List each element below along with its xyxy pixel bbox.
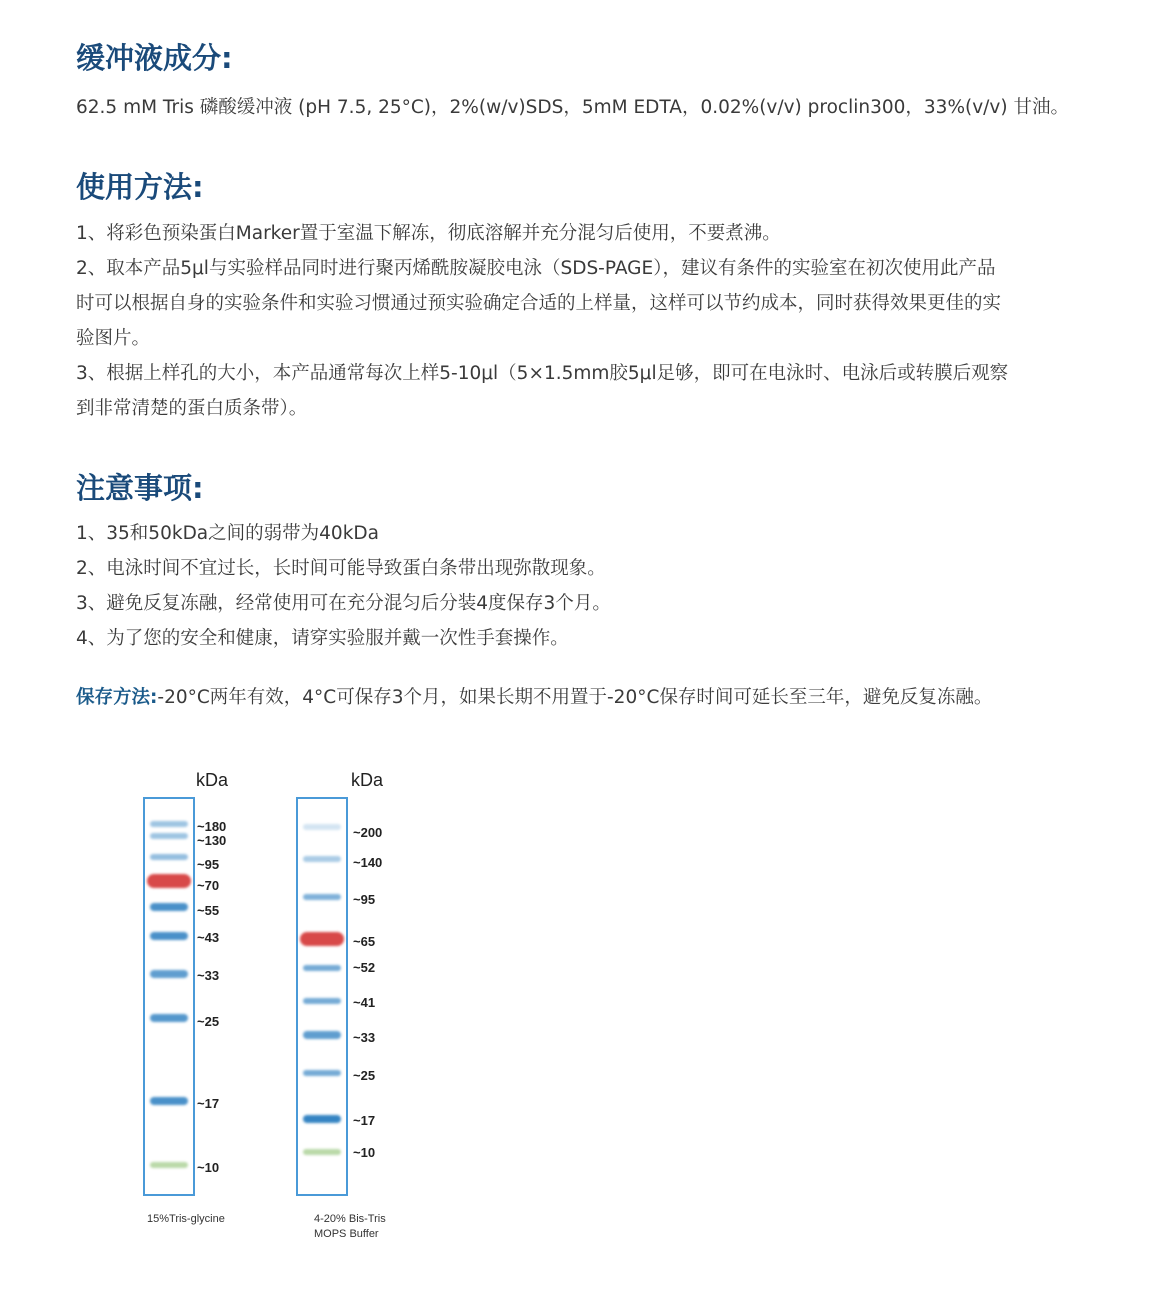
marker-label: ~52	[353, 960, 376, 975]
marker-label: ~17	[353, 1113, 376, 1128]
marker-label: ~70	[197, 878, 220, 893]
marker-band	[150, 854, 188, 860]
marker-label: ~200	[353, 825, 383, 840]
marker-label: ~33	[197, 968, 220, 983]
buffer-composition-text: 62.5 mM Tris 磷酸缓冲液 (pH 7.5, 25°C)，2%(w/v)SDS，5mM EDTA，0.02%(v/v) proclin300，33%(v/v) 甘油。	[76, 97, 1069, 118]
marker-band	[303, 1115, 341, 1123]
marker-band	[303, 1031, 341, 1039]
marker-label: ~65	[353, 934, 376, 949]
marker-band	[150, 833, 188, 839]
marker-band	[303, 856, 341, 862]
usage-line: 时可以根据自身的实验条件和实验习惯通过预实验确定合适的上样量，这样可以节约成本，同时获得效果更佳的实	[76, 293, 1002, 314]
marker-band	[150, 1014, 188, 1022]
marker-band	[150, 970, 188, 978]
marker-label: ~17	[197, 1096, 220, 1111]
marker-band	[303, 1149, 341, 1155]
storage-paragraph	[76, 683, 992, 709]
notes-line: 4、为了您的安全和健康，请穿实验服并戴一次性手套操作。	[76, 628, 569, 649]
marker-band	[147, 874, 191, 888]
marker-band	[150, 903, 188, 911]
notes-section-title: 注意事项:	[76, 471, 204, 505]
gel-unit-label: kDa	[196, 770, 229, 790]
marker-label: ~10	[197, 1160, 220, 1175]
marker-label: ~180	[197, 819, 227, 834]
gel-lane-2	[297, 770, 386, 1240]
storage-text: -20°C两年有效，4°C可保存3个月，如果长期不用置于-20°C保存时间可延长至三年，避免反复冻融。	[157, 687, 993, 708]
gel-caption: MOPS Buffer	[314, 1228, 379, 1240]
marker-label: ~130	[197, 833, 227, 848]
usage-line: 3、根据上样孔的大小，本产品通常每次上样5-10μl（5×1.5mm胶5μl足够，即可在电泳时、电泳后或转膜后观察	[76, 363, 1009, 384]
gel-caption: 15%Tris-glycine	[147, 1213, 225, 1225]
marker-label: ~43	[197, 930, 220, 945]
storage-label: 保存方法:	[76, 687, 158, 708]
notes-line: 3、避免反复冻融，经常使用可在充分混匀后分装4度保存3个月。	[76, 593, 611, 614]
buffer-section-title: 缓冲液成分:	[76, 41, 233, 75]
gel-lane-1	[144, 770, 229, 1225]
marker-label: ~10	[353, 1145, 376, 1160]
marker-band	[150, 821, 188, 827]
marker-label: ~95	[353, 892, 376, 907]
usage-line: 2、取本产品5μl与实验样品同时进行聚丙烯酰胺凝胶电泳（SDS-PAGE），建议有条件的实验室在初次使用此产品	[76, 258, 996, 279]
marker-band	[150, 1097, 188, 1105]
notes-line: 1、35和50kDa之间的弱带为40kDa	[76, 523, 379, 544]
marker-label: ~25	[197, 1014, 220, 1029]
marker-label: ~33	[353, 1030, 376, 1045]
notes-line: 2、电泳时间不宜过长，长时间可能导致蛋白条带出现弥散现象。	[76, 558, 606, 579]
usage-line: 到非常清楚的蛋白质条带）。	[76, 398, 308, 419]
marker-band	[150, 932, 188, 940]
marker-band	[303, 998, 341, 1004]
marker-band	[150, 1162, 188, 1168]
marker-band	[303, 824, 341, 830]
marker-label: ~140	[353, 855, 383, 870]
usage-line: 1、将彩色预染蛋白Marker置于室温下解冻，彻底溶解并充分混匀后使用，不要煮沸。	[76, 223, 781, 244]
gel-unit-label: kDa	[351, 770, 384, 790]
gel-marker-figure	[0, 750, 500, 1260]
marker-label: ~25	[353, 1068, 376, 1083]
gel-caption: 4-20% Bis-Tris	[314, 1213, 386, 1225]
marker-band	[303, 894, 341, 900]
marker-band	[303, 965, 341, 971]
marker-band	[303, 1070, 341, 1076]
usage-line: 验图片。	[76, 328, 151, 349]
usage-section-title: 使用方法:	[76, 170, 204, 204]
marker-label: ~41	[353, 995, 376, 1010]
marker-label: ~55	[197, 903, 220, 918]
marker-label: ~95	[197, 857, 220, 872]
marker-band	[300, 932, 344, 946]
